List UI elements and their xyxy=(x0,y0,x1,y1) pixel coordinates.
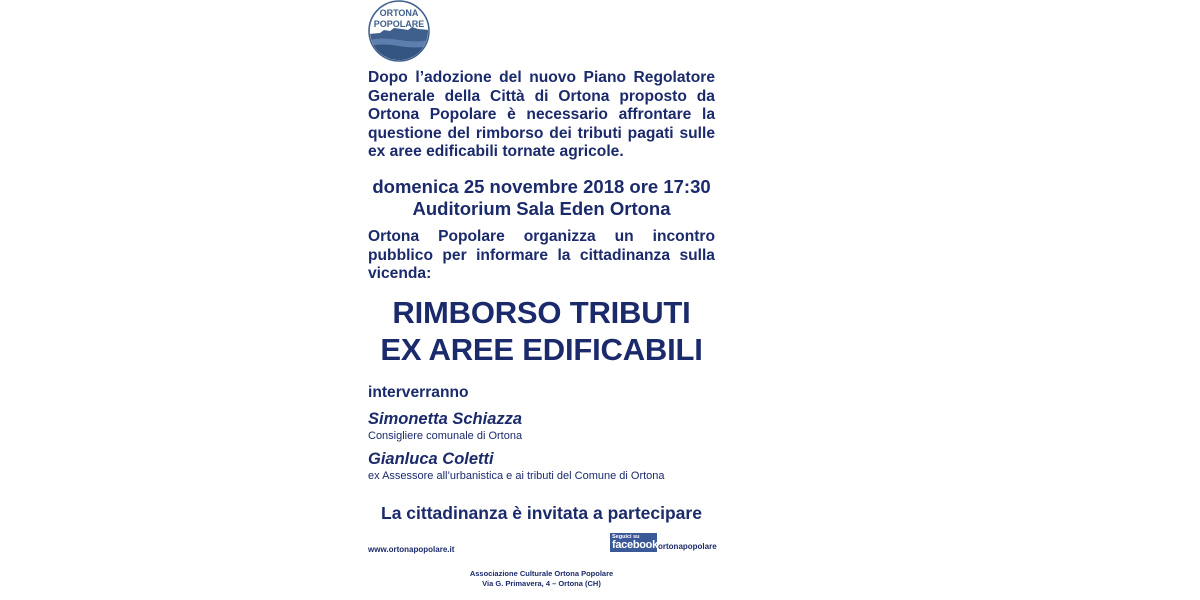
event-date-time: domenica 25 novembre 2018 ore 17:30 xyxy=(372,176,711,197)
logo-line1: ORTONA xyxy=(379,8,419,18)
ortona-popolare-logo xyxy=(368,0,430,62)
footer-address xyxy=(368,569,715,589)
speaker-name: Simonetta Schiazza xyxy=(368,410,523,428)
speaker-role: Consigliere comunale di Ortona xyxy=(368,430,523,442)
headline-line1: RIMBORSO TRIBUTI xyxy=(392,295,691,330)
logo-line2: POPOLARE xyxy=(373,19,425,29)
headline-line2: EX AREE EDIFICABILI xyxy=(380,332,703,367)
facebook-follow[interactable] xyxy=(610,533,717,552)
invitation-text: La cittadinanza è invitata a partecipare xyxy=(381,503,702,523)
footer-street: Via G. Primavera, 4 – Ortona (CH) xyxy=(482,579,601,588)
facebook-icon[interactable] xyxy=(610,533,657,552)
speakers-label: interverranno xyxy=(368,384,469,401)
organize-paragraph: Ortona Popolare organizza un incontro pubblico per informare la cittadinanza sulla vicenda: xyxy=(368,228,715,282)
event-venue: Auditorium Sala Eden Ortona xyxy=(412,198,671,219)
speaker-name: Gianluca Coletti xyxy=(368,450,494,468)
flyer-page xyxy=(368,0,715,600)
intro-paragraph: Dopo l’adozione del nuovo Piano Regolatore Generale della Città di Ortona proposto da Ortona Popolare è necessario affrontare la questione del rimborso dei tributi pagati sulle ex aree edificabili tornate agricole. xyxy=(368,69,715,160)
facebook-handle[interactable]: ortonapopolare xyxy=(658,542,717,551)
facebook-wordmark: facebook xyxy=(612,539,658,551)
website-link[interactable]: www.ortonapopolare.it xyxy=(368,545,455,554)
facebook-follow-label: Seguici su xyxy=(612,534,640,540)
event-info xyxy=(368,176,715,220)
speaker-role: ex Assessore all’urbanistica e ai tributi del Comune di Ortona xyxy=(368,470,665,482)
footer-association: Associazione Culturale Ortona Popolare xyxy=(469,569,614,578)
headline xyxy=(368,294,715,368)
